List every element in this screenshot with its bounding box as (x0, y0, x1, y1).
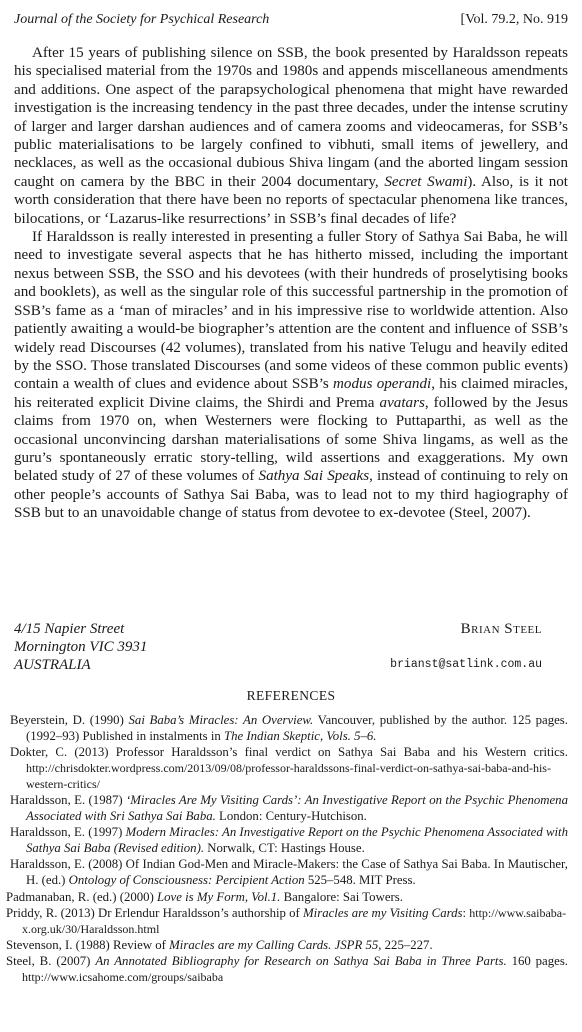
reference-item (10, 792, 568, 824)
ref-text: Vancouver, published by the author. 125 pages. (1992–93) Published in instalments in (26, 713, 568, 744)
ref-url[interactable]: http://chrisdokter.wordpress.com/2013/09/08/professor-haraldssons-final-verdict-on-sathya-sai-baba-and-his-western-critics/ (26, 761, 551, 792)
article-body (14, 44, 568, 523)
ref-text: Norwalk, CT: Hastings House. (204, 841, 365, 856)
volume-number: [Vol. 79.2, No. 919 (460, 12, 568, 27)
author-signature (14, 620, 568, 672)
author-name: Brian Steel (460, 621, 542, 637)
ref-text: Steel, B. (2007) (6, 953, 96, 968)
ref-text: Haraldsson, E. (1997) (10, 825, 126, 840)
ref-text: 160 pages. (506, 953, 568, 968)
author-address (14, 620, 147, 675)
reference-item (6, 953, 568, 985)
p2-text-b: , his claimed miracles, his reiterated explicit Divine claims, the Shirdi and Prema (14, 376, 568, 411)
paragraph-2 (14, 228, 568, 523)
p2-text-d: , instead of continuing to rely on other people’s accounts of Sathya Sai Baba, was to lead not to my third hagiography of SSB but to an unavoidable change of status from devotee to ex-devotee (Steel, 2007). (14, 468, 569, 522)
references-heading: REFERENCES (246, 688, 336, 703)
p1-text-a: After 15 years of publishing silence on SSB, the book presented by Haraldsson repeats his specialised material from the 1970s and 1980s and appends miscellaneous amendments and additions. One aspect of the parapsychological phenomena that might have rewarded investigation is the increasing tendency in the past three decades, under the intense scrutiny of larger and larger darshan audiences and of camera zooms and videocameras, for SSB’s public materialisations to be largely confined to vibhuti, small items of jewellery, and necklaces, as well as the occasional dubious Shiva lingam (and the aborted lingam session caught on camera by the BBC in their 2004 documentary, (14, 45, 568, 190)
ref-title: Ontology of Consciousness: Percipient Action (68, 873, 305, 888)
ref-url[interactable]: http://www.icsahome.com/groups/saibaba (22, 969, 224, 984)
ref-url[interactable]: http://www.saibaba-x.org.uk/30/Haraldsson.html (22, 905, 567, 936)
ref-text: Padmanaban, R. (ed.) (2000) (6, 889, 158, 904)
ref-text: London: Century-Hutchison. (215, 809, 367, 824)
ref-title: Sai Baba’s Miracles: An Overview. (128, 713, 314, 727)
running-header (14, 12, 568, 30)
p2-em-sathya-sai-speaks: Sathya Sai Speaks (258, 468, 370, 485)
ref-text: Stevenson, I. (1988) Review of (6, 937, 170, 952)
ref-text: Bangalore: Sai Towers. (280, 889, 403, 904)
ref-title: Miracles are my Calling Cards. JSPR 55, (169, 937, 382, 952)
reference-item (10, 824, 568, 856)
references-list (6, 712, 568, 985)
ref-journal: The Indian Skeptic, Vols. 5–6. (224, 729, 377, 744)
address-line-2: Mornington VIC 3931 (14, 639, 148, 656)
address-line-3: AUSTRALIA (14, 657, 91, 674)
ref-text: : (462, 905, 470, 920)
ref-title: Love is My Form, Vol.1. (157, 889, 281, 904)
p2-em-modus: modus operandi (333, 376, 432, 393)
ref-title: Miracles are my Visiting Cards (303, 905, 463, 920)
p2-em-avatars: avatars (379, 394, 425, 411)
journal-title: Journal of the Society for Psychical Research (14, 12, 270, 27)
ref-title: Modern Miracles: An Investigative Report on the Psychic Phenomena Associated with Sathya Sai Baba (Revised edition). (26, 825, 568, 856)
ref-text: Dokter, C. (2013) Professor Haraldsson’s final verdict on Sathya Sai Baba and his Western critics. (10, 745, 568, 760)
ref-text: Beyerstein, D. (1990) (10, 713, 129, 727)
reference-item (10, 856, 568, 888)
ref-text: 525–548. MIT Press. (304, 873, 416, 888)
p1-title-secret-swami: Secret Swami (384, 173, 468, 190)
p2-text-c: , followed by the Jesus claims from 1970 on, when Westerners were flocking to Puttaparthi, as well as the occasional unconvincing darshan materialisations of some Shiva lingams, as well as the guru’s spontaneously erratic story-telling, wild assertions and exaggerations. My own belated study of 27 of these volumes of (14, 394, 568, 485)
reference-item (10, 712, 568, 744)
ref-text: Haraldsson, E. (2008) Of Indian God-Men and Miracle-Makers: the Case of Sathya Sai Baba. In Mautischer, H. (ed.) (10, 857, 568, 888)
reference-item (6, 905, 568, 937)
ref-text: 225–227. (381, 937, 433, 952)
ref-title: ‘Miracles Are My Visiting Cards’: An Investigative Report on the Psychic Phenomena Associated with Sri Sathya Sai Baba. (26, 793, 568, 824)
ref-text: Haraldsson, E. (1987) (10, 793, 127, 808)
reference-item (10, 744, 568, 792)
reference-item (6, 889, 568, 905)
author-email[interactable]: brianst@satlink.com.au (390, 658, 542, 671)
reference-item (6, 937, 568, 953)
ref-text: Priddy, R. (2013) Dr Erlendur Haraldsson’s authorship of (6, 905, 304, 920)
p1-text-b: ). Also, is it not worth consideration that there have been no reports of spectacular phenomena like trances, bilocations, or ‘Lazarus-like resurrections’ in SSB’s final decades of life? (14, 173, 568, 227)
ref-title: An Annotated Bibliography for Research on Sathya Sai Baba in Three Parts. (95, 953, 507, 968)
address-line-1: 4/15 Napier Street (14, 621, 125, 637)
paragraph-1 (14, 44, 568, 228)
p2-text-a: If Haraldsson is really interested in presenting a fuller Story of Sathya Sai Baba, he will need to investigate several aspects that he has hitherto missed, including the important nexus between SSB, the SSO and his devotees (with their hundreds of proselytising books and booklets), as well as the singular role of this successful partnership in the promotion of SSB’s fame as a ‘man of miracles’ and in his impressive rise to worldwide attention. Also patiently awaiting a would-be biographer’s attention are the content and influence of SSB’s widely read Discourses (42 volumes), translated from his native Telugu and heavily edited by the SSO. Those translated Discourses (and some videos of these common public events) contain a wealth of clues and evidence about SSB’s (14, 229, 568, 393)
